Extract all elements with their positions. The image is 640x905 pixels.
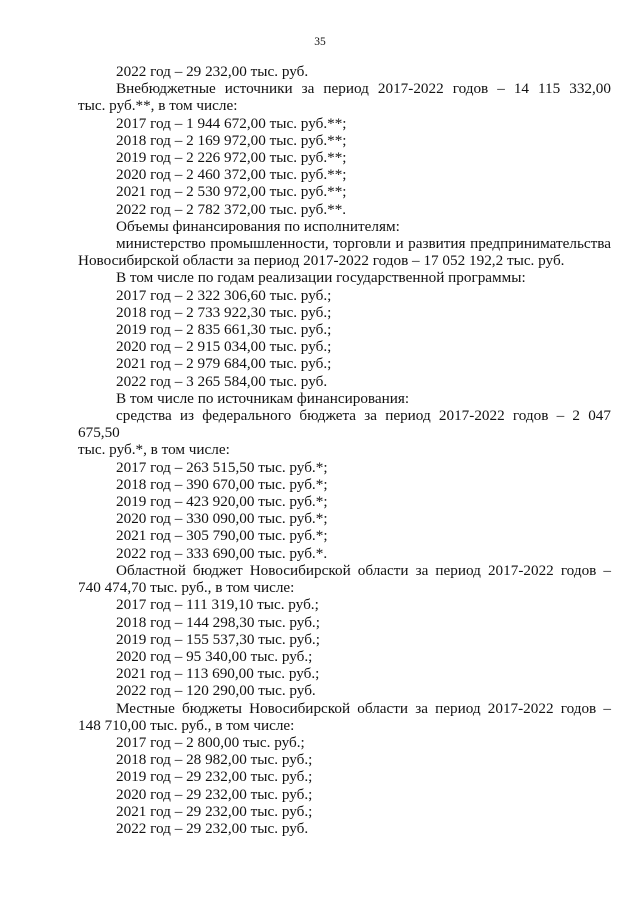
text-line: 2017 год – 1 944 672,00 тыс. руб.**; — [116, 114, 347, 132]
text-line: 2017 год – 2 800,00 тыс. руб.; — [116, 733, 305, 751]
text-line: 2022 год – 333 690,00 тыс. руб.*. — [116, 544, 328, 562]
text-line: 2020 год – 29 232,00 тыс. руб.; — [116, 785, 313, 803]
text-line: 2018 год – 390 670,00 тыс. руб.*; — [116, 475, 328, 493]
text-line: Внебюджетные источники за период 2017-2022 годов – 14 115 332,00 — [116, 80, 611, 98]
text-line: тыс. руб.**, в том числе: — [78, 97, 238, 115]
text-line: 2019 год – 2 835 661,30 тыс. руб.; — [116, 321, 332, 339]
text-line: 2022 год – 29 232,00 тыс. руб. — [116, 819, 309, 837]
text-line: Объемы финансирования по исполнителям: — [116, 217, 400, 235]
text-line: 2022 год – 120 290,00 тыс. руб. — [116, 682, 316, 700]
text-line: тыс. руб.*, в том числе: — [78, 441, 230, 459]
text-line: 2019 год – 423 920,00 тыс. руб.*; — [116, 493, 328, 511]
text-line: 2021 год – 29 232,00 тыс. руб.; — [116, 802, 313, 820]
text-line: 2021 год – 2 530 972,00 тыс. руб.**; — [116, 183, 347, 201]
text-line: Новосибирской области за период 2017-2022 годов – 17 052 192,2 тыс. руб. — [78, 252, 565, 270]
text-line: 2018 год – 2 169 972,00 тыс. руб.**; — [116, 131, 347, 149]
text-line: 2021 год – 305 790,00 тыс. руб.*; — [116, 527, 328, 545]
text-line: средства из федерального бюджета за период 2017-2022 годов – 2 047 675,50 — [78, 407, 611, 442]
text-line: 2020 год – 2 460 372,00 тыс. руб.**; — [116, 166, 347, 184]
text-line: 2019 год – 155 537,30 тыс. руб.; — [116, 630, 320, 648]
text-line: 2017 год – 263 515,50 тыс. руб.*; — [116, 458, 328, 476]
text-line: 2022 год – 29 232,00 тыс. руб. — [116, 63, 309, 80]
text-line: 2018 год – 28 982,00 тыс. руб.; — [116, 751, 313, 769]
text-line: 2020 год – 2 915 034,00 тыс. руб.; — [116, 338, 332, 356]
text-line: 740 474,70 тыс. руб., в том числе: — [78, 579, 295, 597]
text-line: 2020 год – 330 090,00 тыс. руб.*; — [116, 510, 328, 528]
text-line: Местные бюджеты Новосибирской области за период 2017-2022 годов – — [116, 699, 611, 717]
text-line: 148 710,00 тыс. руб., в том числе: — [78, 716, 295, 734]
text-line: 2022 год – 2 782 372,00 тыс. руб.**. — [116, 200, 347, 218]
page-number: 35 — [314, 36, 326, 48]
text-line: 2018 год – 144 298,30 тыс. руб.; — [116, 613, 320, 631]
text-line: 2018 год – 2 733 922,30 тыс. руб.; — [116, 303, 332, 321]
text-line: В том числе по годам реализации государственной программы: — [116, 269, 526, 287]
text-line: В том числе по источникам финансирования: — [116, 389, 410, 407]
document-body — [78, 63, 611, 837]
text-line: 2019 год – 2 226 972,00 тыс. руб.**; — [116, 149, 347, 167]
text-line: 2021 год – 113 690,00 тыс. руб.; — [116, 665, 320, 683]
text-line: 2020 год – 95 340,00 тыс. руб.; — [116, 647, 313, 665]
text-line: Областной бюджет Новосибирской области за период 2017-2022 годов – — [116, 561, 611, 579]
text-line: министерство промышленности, торговли и развития предпринимательства — [116, 235, 611, 253]
text-line: 2022 год – 3 265 584,00 тыс. руб. — [116, 372, 328, 390]
text-line: 2017 год – 111 319,10 тыс. руб.; — [116, 596, 319, 614]
text-line: 2017 год – 2 322 306,60 тыс. руб.; — [116, 286, 332, 304]
text-line: 2019 год – 29 232,00 тыс. руб.; — [116, 768, 313, 786]
text-line: 2021 год – 2 979 684,00 тыс. руб.; — [116, 355, 332, 373]
